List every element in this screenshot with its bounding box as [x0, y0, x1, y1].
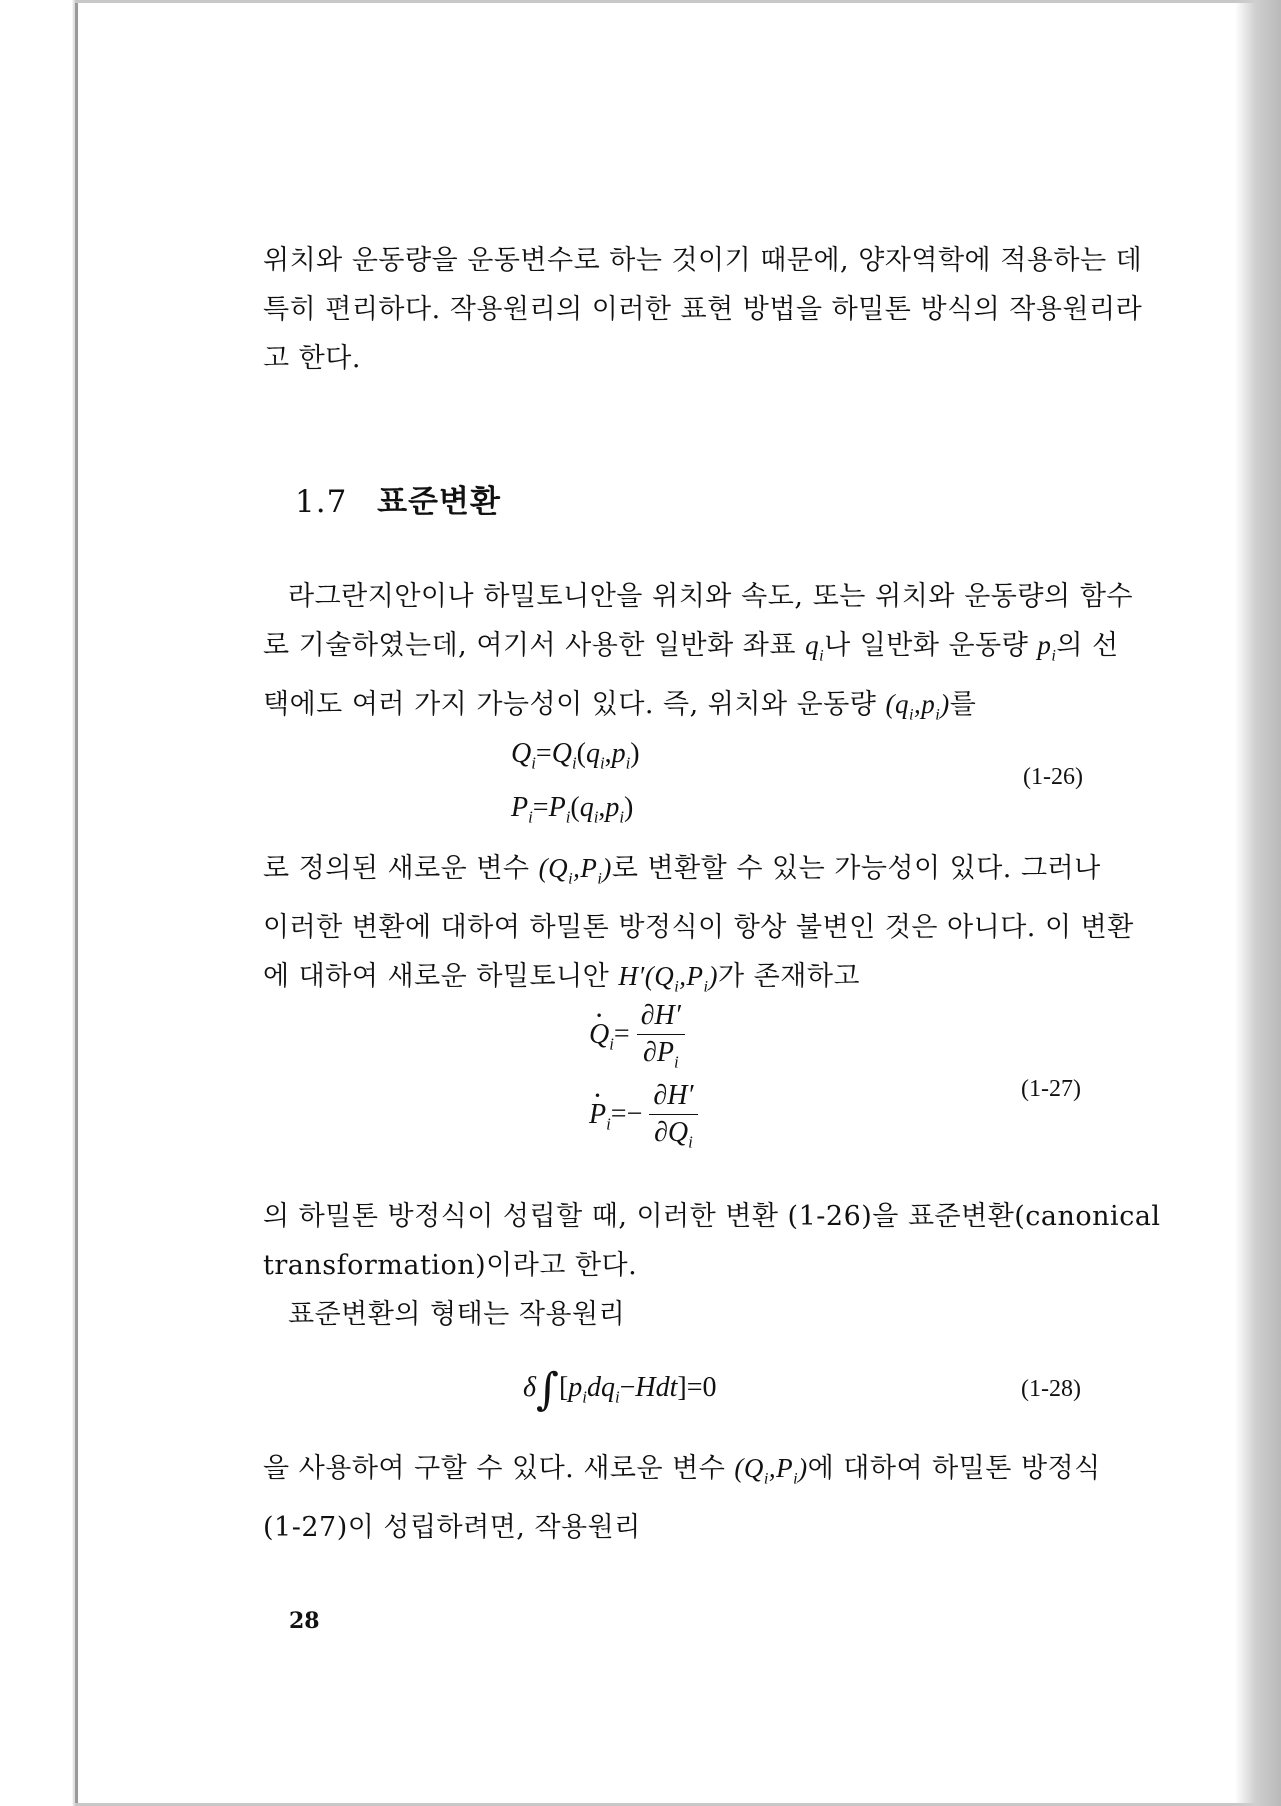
equation-number-1-28: (1-28) [1021, 1376, 1081, 1402]
paragraph-3 [263, 1192, 1161, 1339]
eq-1-26-row-1: $Q_i=Q_i(q_i,p_i)$ [511, 738, 640, 773]
p2-line-1 [263, 844, 1133, 903]
equation-number-1-27: (1-27) [1021, 1076, 1081, 1102]
new-hamiltonian: $H'(Q_i,P_i)$ [618, 961, 718, 996]
p1-line-2-text-c: 의 선 [1056, 630, 1119, 661]
Q-dot: · Q [589, 1019, 609, 1051]
paragraph-4 [263, 1444, 1133, 1552]
p2-line-2: 이러한 변환에 대하여 하밀톤 방정식이 항상 불변인 것은 아니다. 이 변환 [263, 912, 1134, 944]
equation-1-27 [589, 1000, 698, 1156]
p4-line-1-text-a: 을 사용하여 구할 수 있다. 새로운 변수 [263, 1453, 735, 1484]
p1-line-2-text-a: 로 기술하였는데, 여기서 사용한 일반화 좌표 [263, 630, 806, 661]
p2-line-1-text-a: 로 정의된 새로운 변수 [263, 853, 539, 884]
p1-line-3 [263, 680, 1133, 739]
p3-line-3: 표준변환의 형태는 작용원리 [288, 1299, 626, 1330]
p1-line-2 [263, 621, 1133, 680]
equation-1-26 [511, 732, 640, 839]
intro-line-1: 위치와 운동량을 운동변수로 하는 것이기 때문에, 양자역학에 적용하는 데 [263, 245, 1143, 276]
page-right-shadow [1235, 0, 1281, 1806]
paragraph-2 [263, 844, 1133, 1012]
section-title: 표준변환 [377, 484, 501, 520]
section-heading [295, 476, 501, 521]
page-left-shadow [0, 0, 82, 1806]
p3-line-1: 의 하밀톤 방정식이 성립할 때, 이러한 변환 (1-26)을 표준변환(canonical [263, 1201, 1161, 1232]
intro-line-2: 특히 편리하다. 작용원리의 이러한 표현 방법을 하밀톤 방식의 작용원리라 [263, 294, 1143, 325]
paragraph-1 [263, 572, 1133, 740]
p4-line-2: (1-27)이 성립하려면, 작용원리 [263, 1512, 641, 1544]
eq-1-26-row-2: $P_i=P_i(q_i,p_i)$ [511, 791, 634, 827]
section-number: 1.7 [295, 484, 348, 520]
P-dot: · P [589, 1099, 606, 1131]
p1-line-3-text-a: 택에도 여러 가지 가능성이 있다. 즉, 위치와 운동량 [263, 689, 886, 721]
p2-line-3 [263, 952, 1133, 1011]
equation-number-1-26: (1-26) [1023, 764, 1083, 790]
QP-pair-2: $(Q_i,P_i)$ [734, 1453, 808, 1488]
QP-pair: $(Q_i,P_i)$ [538, 853, 612, 888]
page-left-rule [75, 0, 78, 1806]
q-sub-i: $q_i$ [805, 630, 825, 665]
page-number: 28 [289, 1608, 320, 1634]
p2-line-3-text-b: 가 존재하고 [717, 961, 860, 993]
qp-pair: $(q_i,p_i)$ [885, 689, 950, 724]
eq-1-27-row-1: · $Q_i=$ $\frac{\partial H'}{\partial P_i}$ [589, 1000, 698, 1076]
p4-line-1 [263, 1444, 1133, 1503]
p4-line-1-text-b: 에 대하여 하밀톤 방정식 [807, 1453, 1101, 1484]
p2-line-3-text-a: 에 대하여 새로운 하밀토니안 [263, 961, 619, 993]
fraction-dH-dP: $\frac{\partial H'}{\partial P_i}$ [637, 1000, 685, 1073]
p2-line-1-text-b: 로 변환할 수 있는 가능성이 있다. 그러나 [611, 853, 1101, 884]
eq-1-27-row-2: · $P_i=-$ $\frac{\partial H'}{\partial Q_i}$ [589, 1080, 698, 1156]
p3-line-2: transformation)이라고 한다. [263, 1250, 638, 1281]
p1-line-2-text-b: 나 일반화 운동량 [824, 630, 1038, 661]
equation-1-28: $\delta\int[p_idq_i-Hdt]=0$ [523, 1364, 717, 1415]
p-sub-i: $p_i$ [1037, 630, 1057, 665]
book-page [263, 0, 1161, 1806]
p1-line-1: 라그란지안이나 하밀토니안을 위치와 속도, 또는 위치와 운동량의 함수 [288, 581, 1133, 612]
intro-line-3: 고 한다. [263, 343, 361, 374]
fraction-dH-dQ: $\frac{\partial H'}{\partial Q_i}$ [649, 1080, 697, 1153]
intro-paragraph [263, 236, 1143, 383]
p1-line-3-text-b: 를 [949, 689, 977, 721]
